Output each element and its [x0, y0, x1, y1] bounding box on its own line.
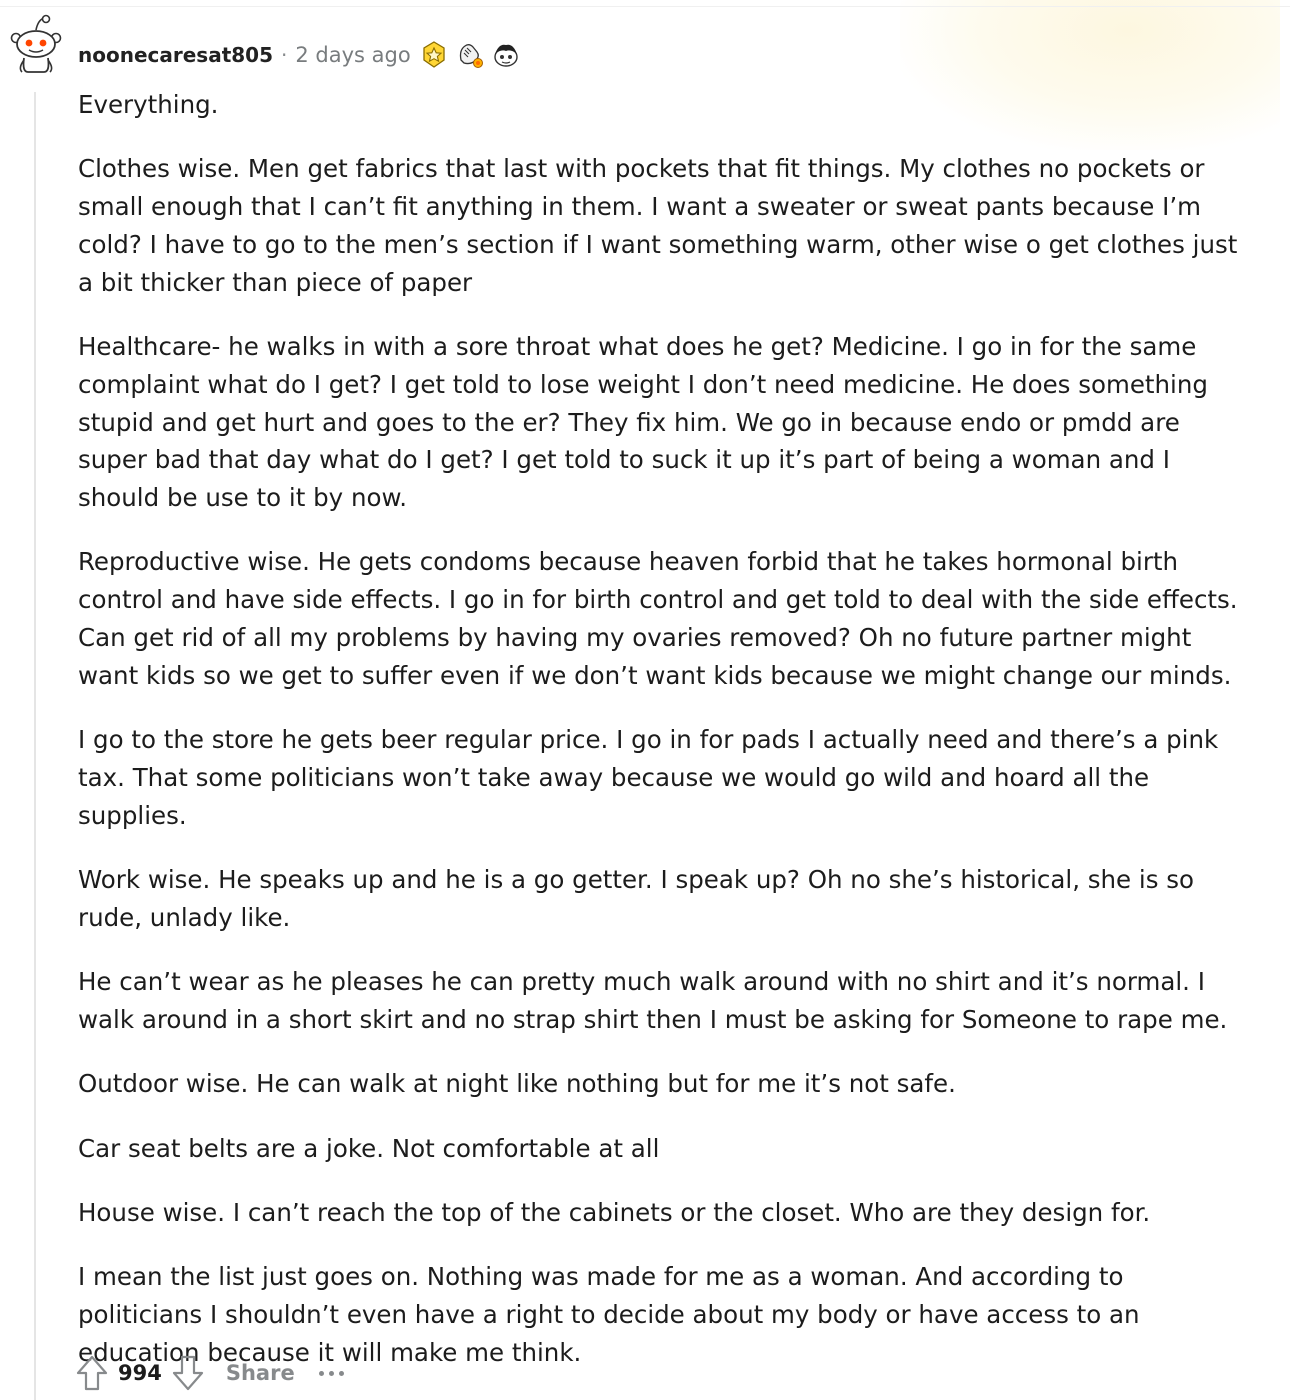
bravo-award-icon[interactable]	[491, 40, 521, 70]
comment-paragraph: I mean the list just goes on. Nothing was made for me as a woman. And according to politicians I shouldn’t even have a right to decide about my body or have access to an education because it will make me think.	[78, 1262, 1140, 1367]
comment-timestamp[interactable]: 2 days ago	[295, 43, 411, 67]
comment-paragraph: He can’t wear as he pleases he can pretty much walk around with no shirt and it’s normal. I walk around in a short skirt and no strap shirt then I must be asking for Someone to rape me.	[78, 967, 1228, 1034]
comment-paragraph: Work wise. He speaks up and he is a go getter. I speak up? Oh no she’s historical, she is so rude, unlady like.	[78, 865, 1195, 932]
more-dot	[319, 1371, 324, 1376]
downvote-arrow-icon[interactable]	[170, 1353, 206, 1393]
thread-line[interactable]	[34, 92, 36, 1400]
awards-list[interactable]	[419, 40, 521, 70]
comment-paragraph: Healthcare- he walks in with a sore throat what does he get? Medicine. I go in for the same complaint what do I get? I get told to lose weight I don’t need medicine. He does something stupid and get hurt and goes to the er? They fix him. We go in because endo or pmdd are super bad that day what do I get? I get told to suck it up it’s part of being a woman and I should be use to it by now.	[78, 331, 1208, 513]
share-button[interactable]: Share	[225, 1361, 295, 1385]
meta-separator: ·	[281, 43, 288, 67]
upvote-arrow-icon[interactable]	[74, 1353, 110, 1393]
comment-paragraph: I go to the store he gets beer regular price. I go in for pads I actually need and there’s a pink tax. That some politicians won’t take away because we would go wild and hoard all the supplies.	[78, 725, 1219, 830]
comment-paragraph: House wise. I can’t reach the top of the cabinets or the closet. Who are they design for.	[78, 1197, 1151, 1227]
wholesome-seal-award-icon[interactable]	[455, 40, 485, 70]
vote-score: 994	[118, 1361, 162, 1385]
comment-paragraph: Reproductive wise. He gets condoms because heaven forbid that he takes hormonal birth control and have side effects. I go in for birth control and get told to deal with the side effects. Can get rid of all my problems by having my ovaries removed? Oh no future partner might want kids so we get to suffer even if we don’t want kids because we might change our minds.	[78, 547, 1238, 690]
comment-paragraph: Outdoor wise. He can walk at night like nothing but for me it’s not safe.	[78, 1069, 956, 1099]
comment-author[interactable]: noonecaresat805	[78, 43, 274, 67]
comment-actions	[74, 1352, 344, 1394]
more-dot	[339, 1371, 344, 1376]
helpful-award-icon[interactable]	[419, 40, 449, 70]
comment-paragraph: Car seat belts are a joke. Not comfortable at all	[78, 1133, 660, 1163]
snoo-avatar-icon[interactable]	[8, 14, 64, 76]
more-options-icon[interactable]	[319, 1371, 344, 1376]
more-dot	[329, 1371, 334, 1376]
comment-paragraph: Everything.	[78, 90, 219, 119]
comment-paragraph: Clothes wise. Men get fabrics that last with pockets that fit things. My clothes no pockets or small enough that I can’t fit anything in them. I want a sweater or sweat pants because I’m cold? I have to go to the men’s section if I want something warm, other wise o get clothes just a bit thicker than piece of paper	[78, 154, 1238, 297]
comment-header	[78, 38, 521, 72]
comment-body	[78, 86, 1238, 1398]
